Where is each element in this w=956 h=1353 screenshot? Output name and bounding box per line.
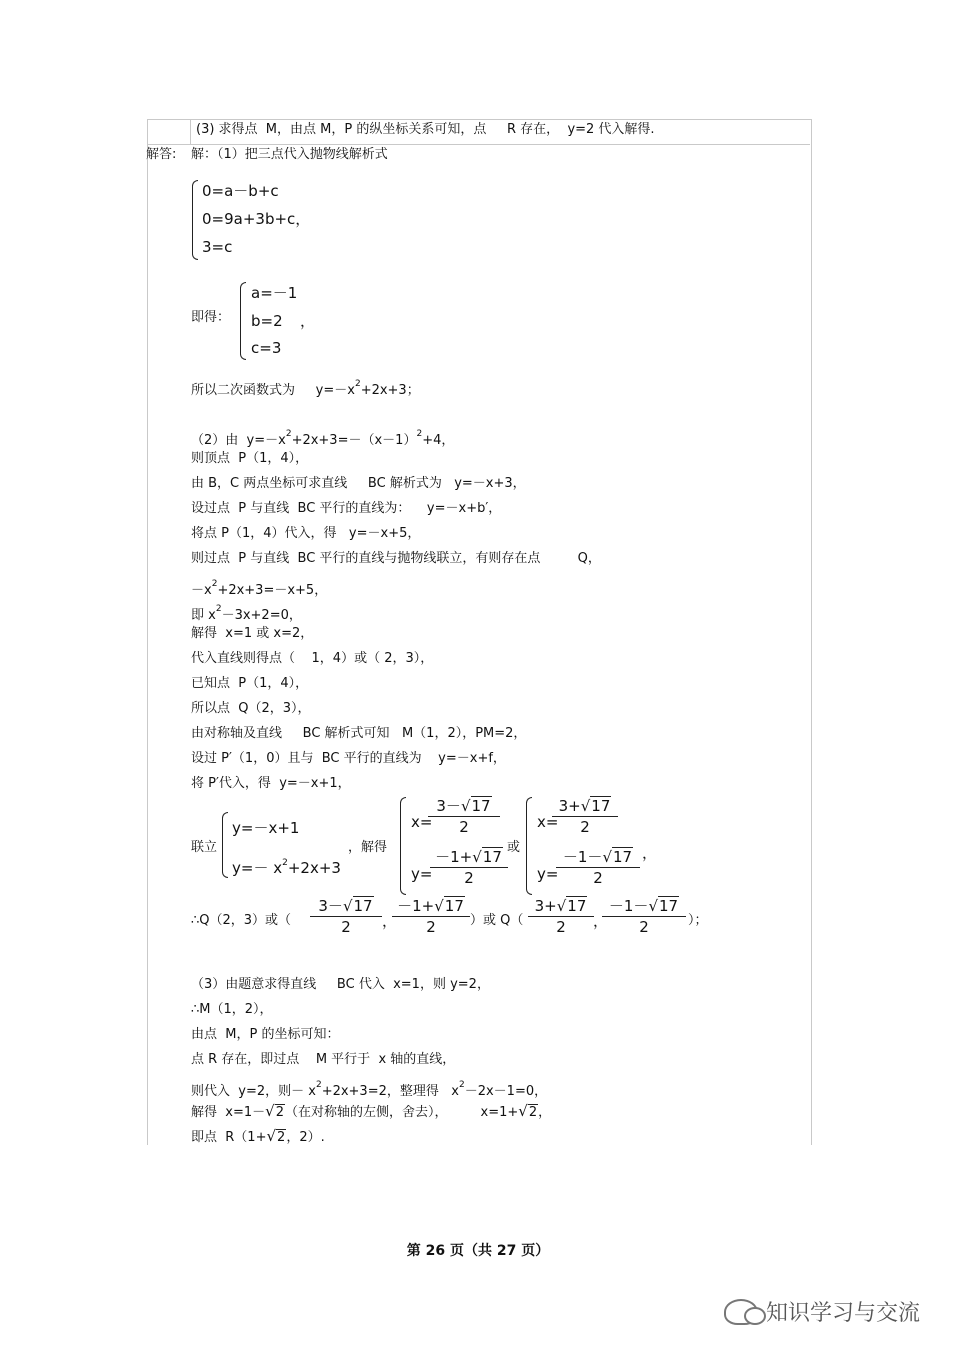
text-line: 设过点 P 与直线 BC 平行的直线为： y=－x+b′， [191, 501, 502, 516]
text-line: 所以点 Q（2，3）， [191, 701, 311, 716]
text-line: 由对称轴及直线 BC 解析式可知 M（1，2），PM=2， [191, 726, 527, 741]
text-line: 由 B，C 两点坐标可求直线 BC 解析式为 y=－x+3， [191, 476, 526, 491]
chat-bubble-icon [724, 1299, 758, 1325]
text-line: 则顶点 P（1，4）， [191, 451, 309, 466]
fraction: －1－√ 17 2 [556, 848, 640, 887]
equation: x= [411, 813, 433, 831]
text-line: 解得 x=1－√ 2（在对称轴的左侧，舍去）， x=1+√ 2， [191, 1103, 551, 1121]
brace [222, 812, 228, 878]
text-line: 点 R 存在，即过点 M 平行于 x 轴的直线， [191, 1052, 456, 1067]
equation: ， [642, 844, 658, 862]
brace [240, 282, 246, 360]
text-line: 设过 P′（1，0）且与 BC 平行的直线为 y=－x+f， [191, 751, 506, 766]
text-line: （2）由 $y=-x^2+2x+3=-(x-1)^2+4$， [191, 429, 455, 448]
table-divider [190, 119, 191, 144]
equation: 3=c [202, 238, 233, 256]
equation: 0=a－b+c [202, 182, 279, 200]
fraction: 3－√ 17 2 [428, 797, 500, 836]
fraction: －1+√ 17 2 [392, 897, 470, 936]
table-row-divider [147, 144, 810, 145]
watermark-text: 知识学习与交流 [766, 1301, 921, 1326]
text-line: 所以二次函数式为 $y=-x^2+2x+3$； [191, 379, 420, 398]
brace [192, 180, 198, 260]
text-line: 即得： [191, 310, 231, 325]
equation: y= [537, 865, 559, 883]
answer-label: 解答: [146, 147, 177, 162]
brace [526, 797, 532, 895]
text-line: 或 [507, 840, 521, 855]
fraction: －1+√ 17 2 [430, 848, 508, 887]
text-line: （3）由题意求得直线 BC 代入 x=1，则 y=2， [191, 977, 490, 992]
equation: ， [593, 912, 609, 930]
equation: ， [382, 912, 398, 930]
text-line: 则过点 P 与直线 BC 平行的直线与抛物线联立，有则存在点 Q， [191, 551, 601, 566]
text-line: 已知点 P（1，4）， [191, 676, 309, 691]
text-line: 联立 [191, 840, 218, 855]
text-line: 解：（1）把三点代入抛物线解析式 [191, 147, 388, 162]
text-line: ）或 Q（ [470, 913, 524, 928]
equation: x= [537, 813, 559, 831]
fraction: 3－√ 17 2 [310, 897, 382, 936]
equation: ， [300, 312, 316, 330]
text-line: ，解得 [348, 840, 388, 855]
brace [400, 797, 406, 895]
equation: y=－x+1 [232, 819, 300, 837]
text-line: 即 $x^2-3x+2=0$， [191, 604, 302, 623]
fraction: 3+√ 17 2 [552, 797, 618, 836]
text-line: 解得 x=1 或 x=2， [191, 626, 314, 641]
text-line: 即点 R（1+√ 2，2）. [191, 1128, 325, 1146]
text-line: ∴M（1，2）， [191, 1002, 273, 1017]
equation: c=3 [251, 339, 282, 357]
page-footer: 第 26 页（共 27 页） [406, 1243, 550, 1259]
equation: b=2 [251, 312, 283, 330]
analysis-line: (3) 求得点 M，由点 M，P 的纵坐标关系可知，点 R 存在， y=2 代入解得. [196, 122, 655, 137]
equation: a=－1 [251, 284, 298, 302]
text-line: 将点 P（1，4）代入，得 y=－x+5， [191, 526, 421, 541]
text-line: 将 P′代入，得 y=－x+1， [191, 776, 351, 791]
equation: $y=- x^2+2x+3$ [232, 858, 341, 877]
equation: 0=9a+3b+c， [202, 210, 311, 228]
text-line: 代入直线则得点（ 1，4）或（ 2，3）， [191, 651, 434, 666]
fraction: －1－√ 17 2 [602, 897, 686, 936]
text-line: 由点 M，P 的坐标可知： [191, 1027, 340, 1042]
text-line: 则代入 y=2，则－ $x^2+2x+3=2$，整理得 $x^2-2x-1=0$， [191, 1080, 548, 1099]
text-line: ）； [688, 913, 708, 928]
text-line: ∴Q（2，3）或（ [191, 913, 292, 928]
equation: y= [411, 865, 433, 883]
watermark [724, 1296, 920, 1327]
fraction: 3+√ 17 2 [528, 897, 594, 936]
text-line: $-x^2+2x+3=-x+5$， [191, 579, 328, 598]
